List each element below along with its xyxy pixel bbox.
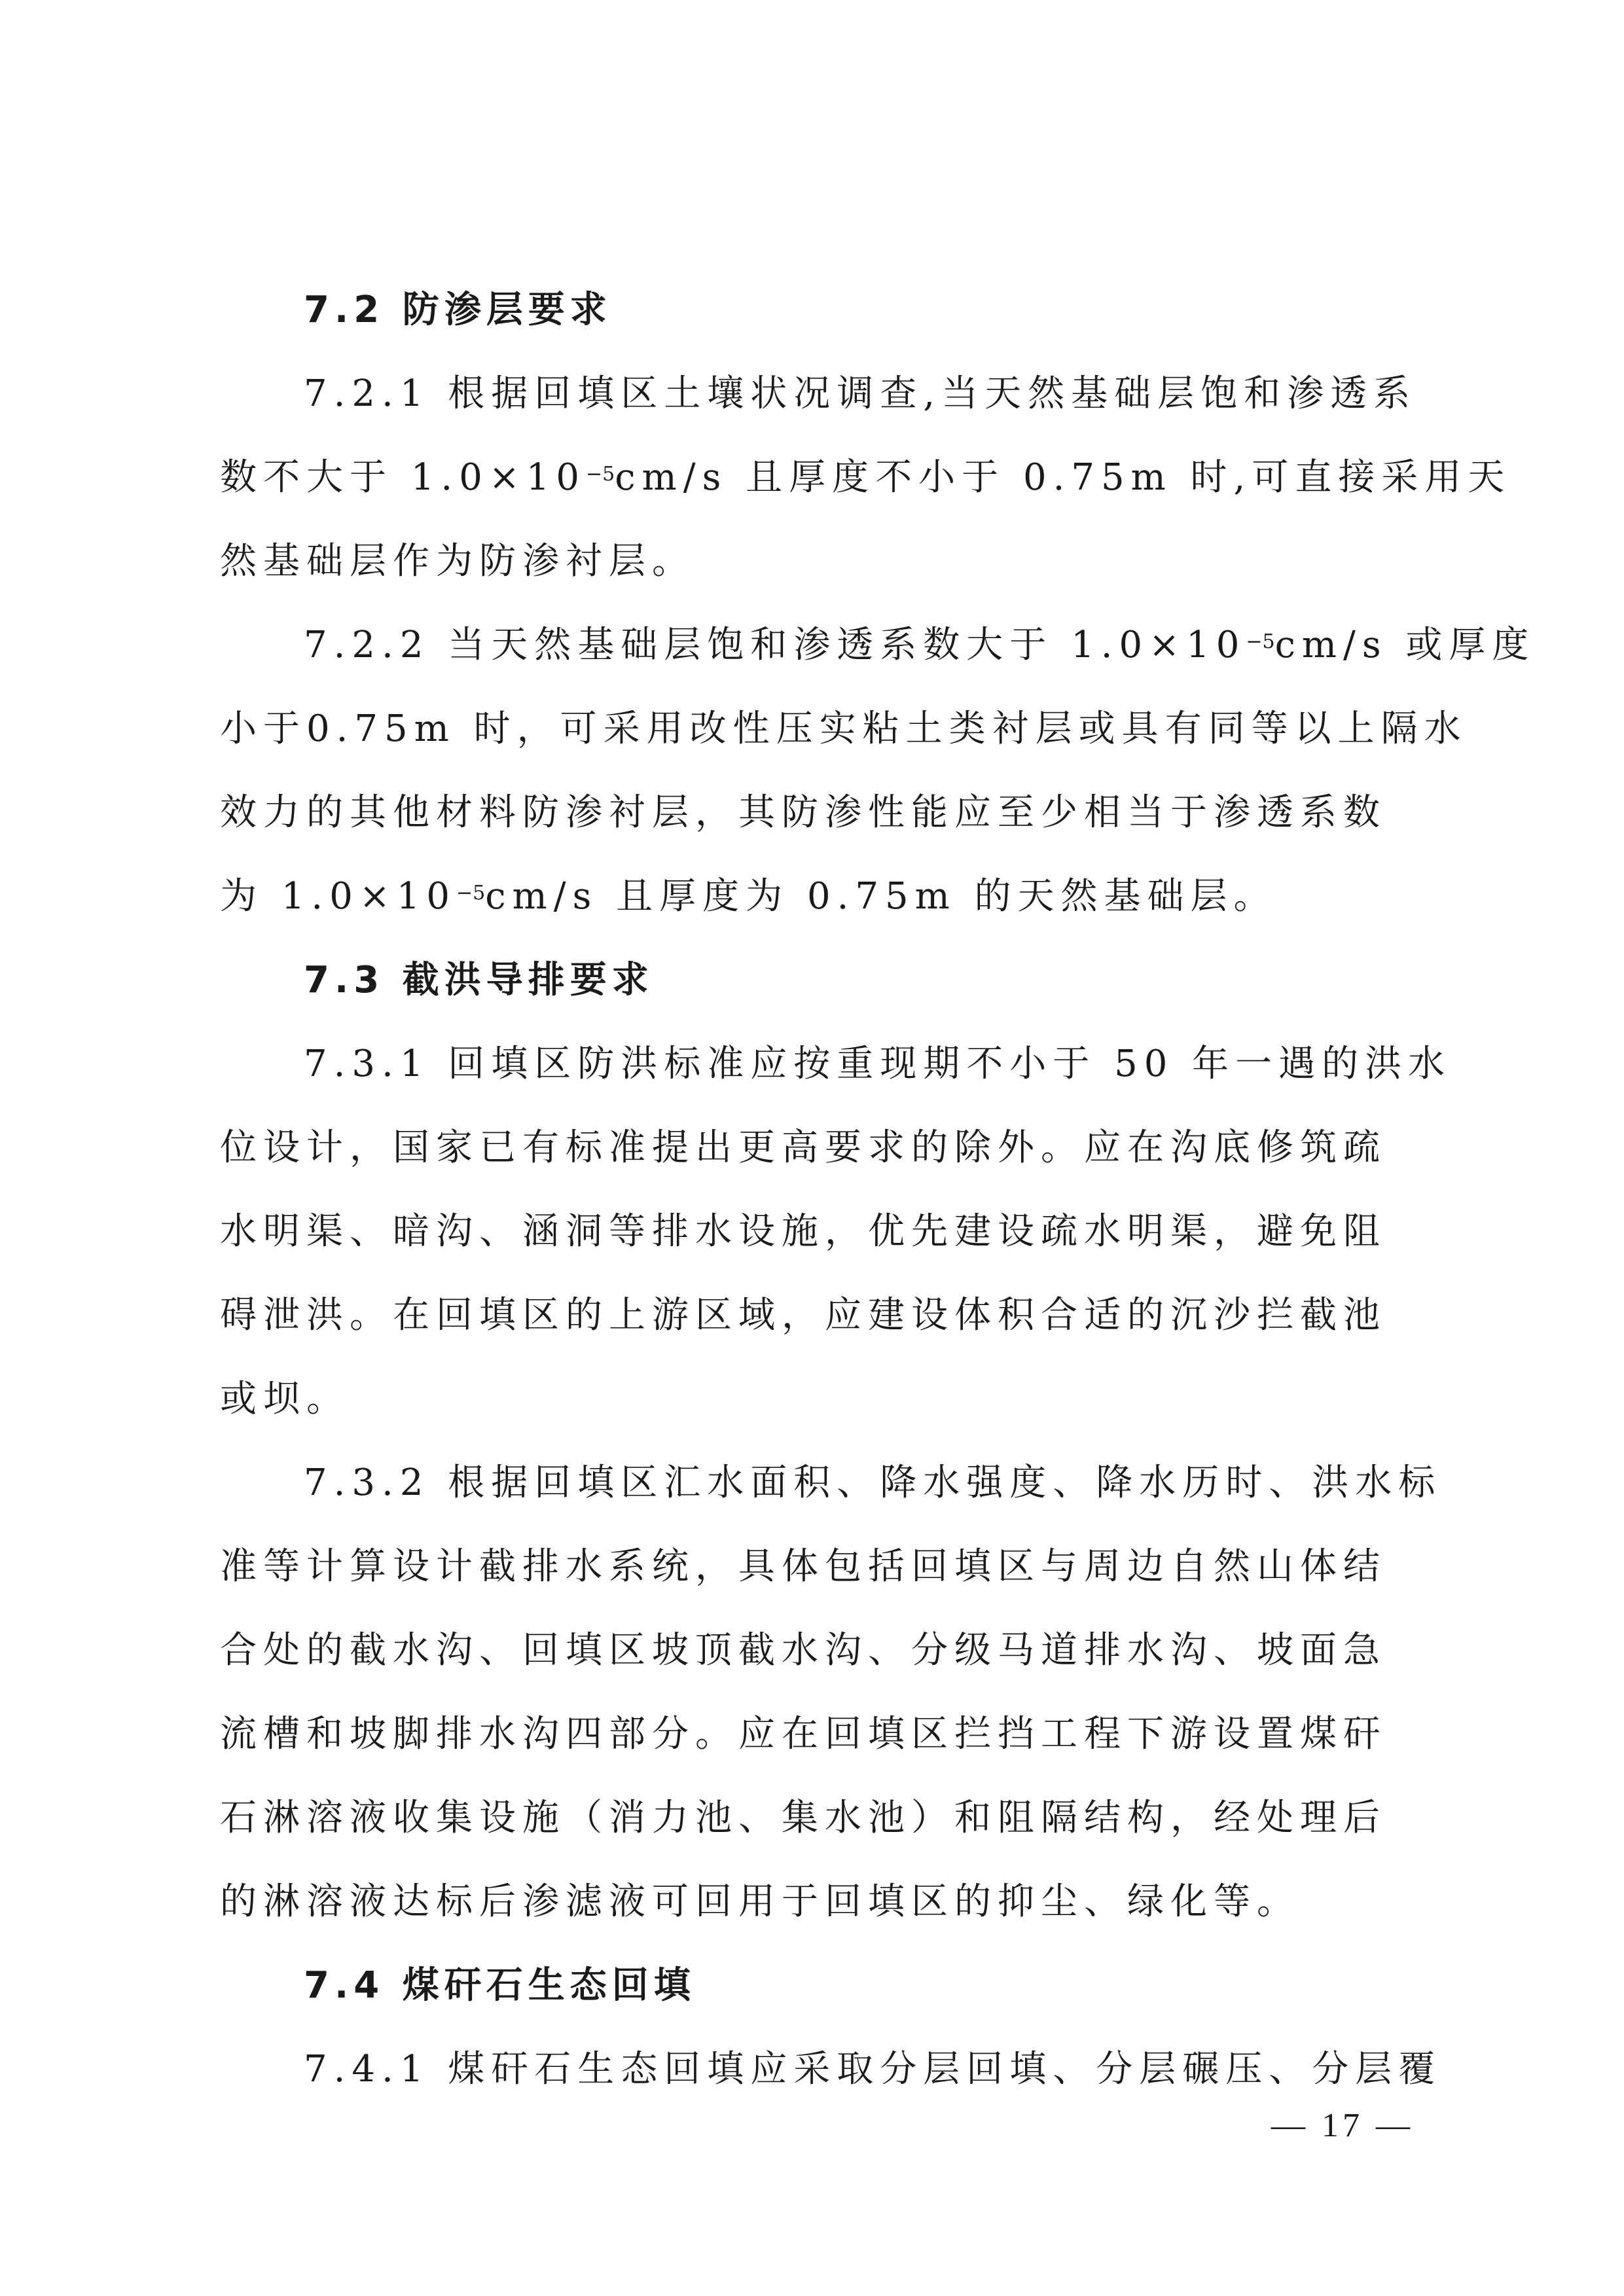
page-number: — 17 —	[1271, 2107, 1414, 2144]
paragraph-line	[220, 603, 1536, 687]
line-text: cm/s 且厚度不小于 0.75m 时,可直接采用天	[615, 456, 1511, 499]
section-heading-7-4: 7.4 煤矸石生态回填	[304, 1964, 696, 2007]
section-heading-7-3: 7.3 截洪导排要求	[304, 959, 654, 1001]
paragraph-line: 石淋溶液收集设施（消力池、集水池）和阻隔结构，经处理后	[220, 1797, 1386, 1839]
paragraph-line: 7.3.2 根据回填区汇水面积、降水强度、降水历时、洪水标	[304, 1462, 1442, 1504]
paragraph-line: 碍泄洪。在回填区的上游区域，应建设体积合适的沉沙拦截池	[220, 1294, 1386, 1336]
paragraph-line: 小于0.75m 时，可采用改性压实粘土类衬层或具有同等以上隔水	[220, 708, 1468, 750]
paragraph-line: 7.4.1 煤矸石生态回填应采取分层回填、分层碾压、分层覆	[304, 2048, 1442, 2090]
paragraph-line	[220, 855, 1418, 939]
line-text: cm/s 且厚度为 0.75m 的天然基础层。	[485, 875, 1277, 918]
paragraph-line	[220, 436, 1511, 520]
line-text: 为 1.0×10	[220, 875, 457, 918]
line-text: 数不大于 1.0×10	[220, 456, 586, 499]
paragraph-line: 7.3.1 回填区防洪标准应按重现期不小于 50 年一遇的洪水	[304, 1043, 1452, 1085]
paragraph-line: 然基础层作为防渗衬层。	[220, 540, 695, 583]
line-text: cm/s 或厚度	[1274, 624, 1536, 666]
exponent: −5	[586, 463, 615, 486]
section-heading-7-2: 7.2 防渗层要求	[304, 289, 612, 331]
paragraph-line: 效力的其他材料防渗衬层，其防渗性能应至少相当于渗透系数	[220, 791, 1386, 834]
line-text: 7.2.2 当天然基础层饱和渗透系数大于 1.0×10	[304, 624, 1246, 666]
exponent: −5	[1246, 630, 1275, 653]
paragraph-line: 的淋溶液达标后渗滤液可回用于回填区的抑尘、绿化等。	[220, 1880, 1300, 1923]
paragraph-line: 准等计算设计截排水系统，具体包括回填区与周边自然山体结	[220, 1545, 1386, 1588]
exponent: −5	[456, 882, 486, 905]
paragraph-line: 合处的截水沟、回填区坡顶截水沟、分级马道排水沟、坡面急	[220, 1629, 1386, 1672]
document-body	[220, 268, 1536, 2111]
paragraph-line: 流槽和坡脚排水沟四部分。应在回填区拦挡工程下游设置煤矸	[220, 1713, 1386, 1755]
paragraph-line: 7.2.1 根据回填区土壤状况调查,当天然基础层饱和渗透系	[304, 372, 1417, 415]
paragraph-line: 水明渠、暗沟、涵洞等排水设施，优先建设疏水明渠，避免阻	[220, 1210, 1386, 1253]
paragraph-line: 位设计，国家已有标准提出更高要求的除外。应在沟底修筑疏	[220, 1126, 1386, 1169]
paragraph-line: 或坝。	[220, 1378, 350, 1420]
